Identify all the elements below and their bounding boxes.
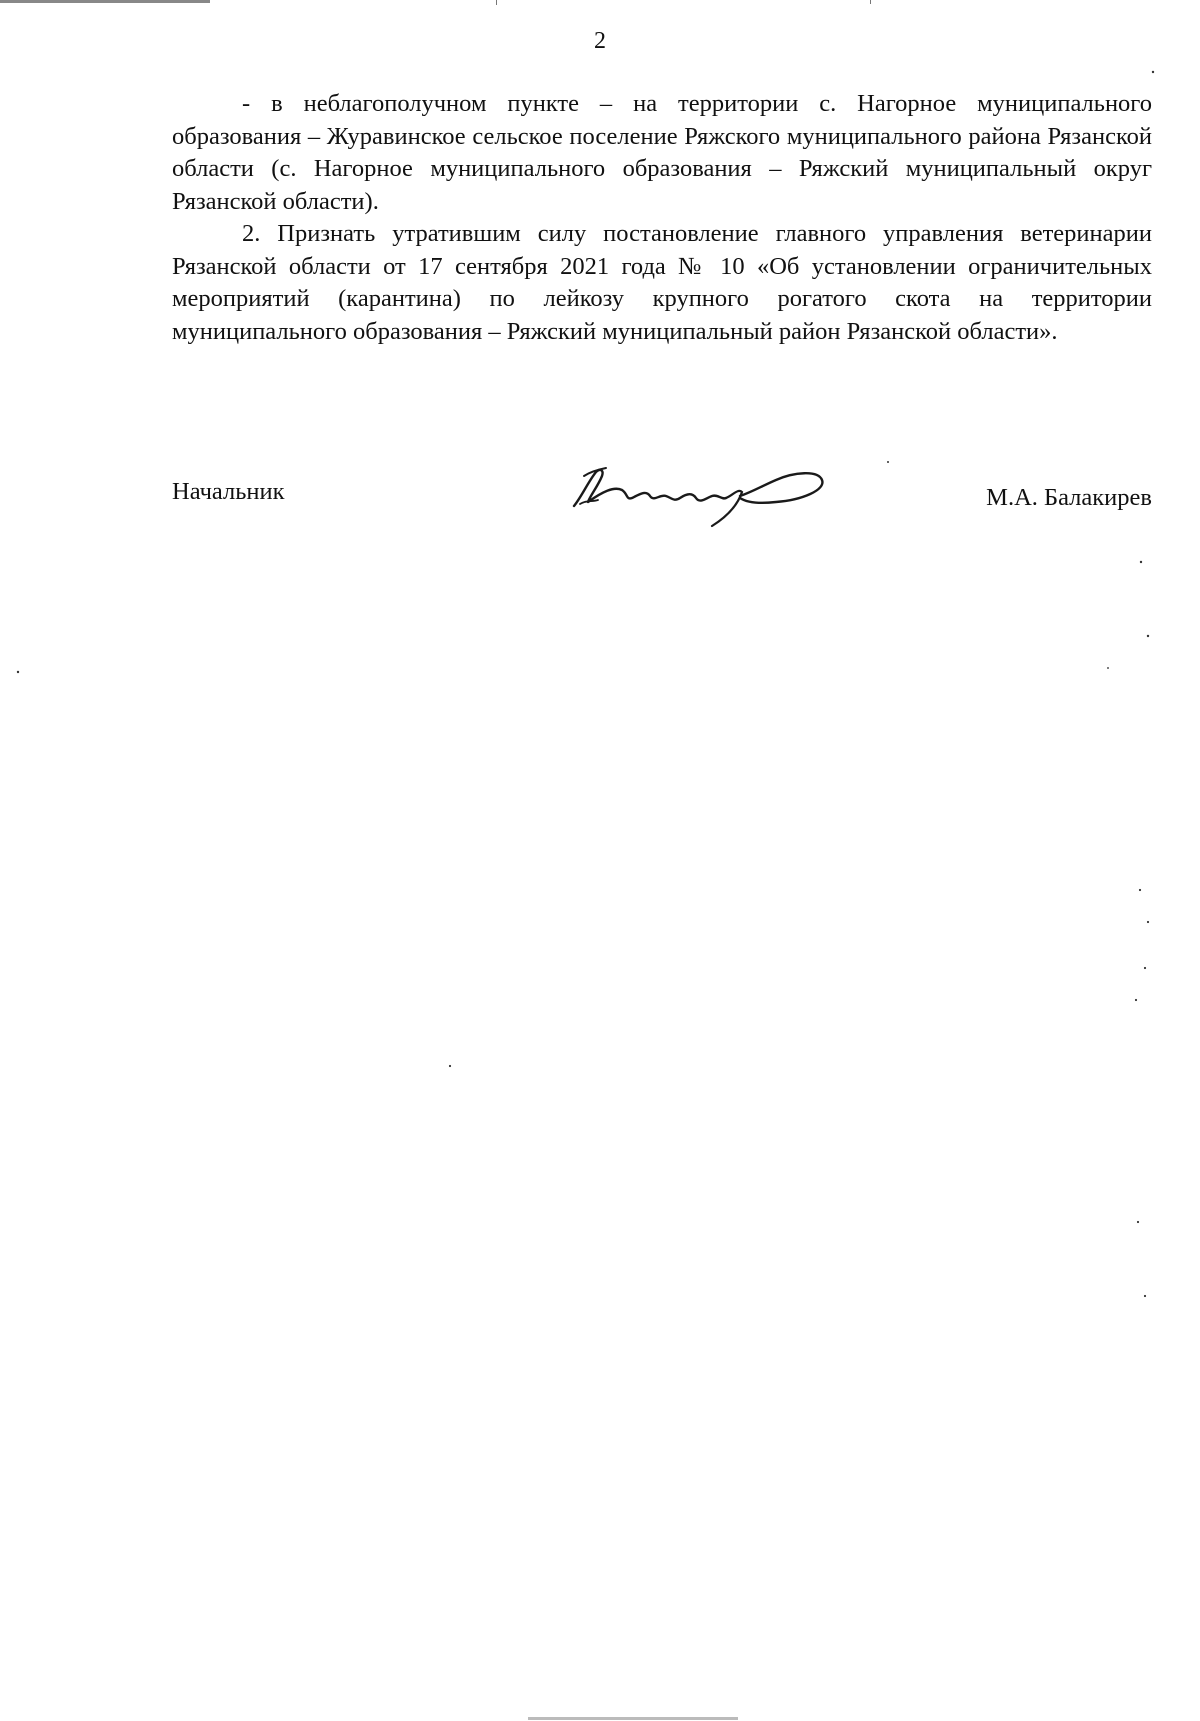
paragraph-repeal-resolution: 2. Признать утратившим силу постановление главного управления ветеринарии Рязанской области от 17 сентября 2021 года № 10 «Об установлении ограничительных мероприятий (карантина) по лейкозу крупного рогатого скота на территории муниципального образования – Ряжский муниципальный район Рязанской области». (172, 220, 1152, 345)
page-number: 2 (594, 28, 606, 54)
signature-block (172, 470, 1152, 530)
paragraph-affected-area: - в неблагополучном пункте – на территории с. Нагорное муниципального образования – Журавинское сельское поселение Ряжского муниципального района Рязанской области (с. Нагорное муниципального образования – Ряжский муниципальный округ Рязанской области). (172, 90, 1152, 215)
document-body (172, 88, 1152, 348)
signatory-name: М.А. Балакирев (986, 484, 1152, 511)
signatory-title: Начальник (172, 478, 285, 505)
handwritten-signature (562, 452, 832, 532)
